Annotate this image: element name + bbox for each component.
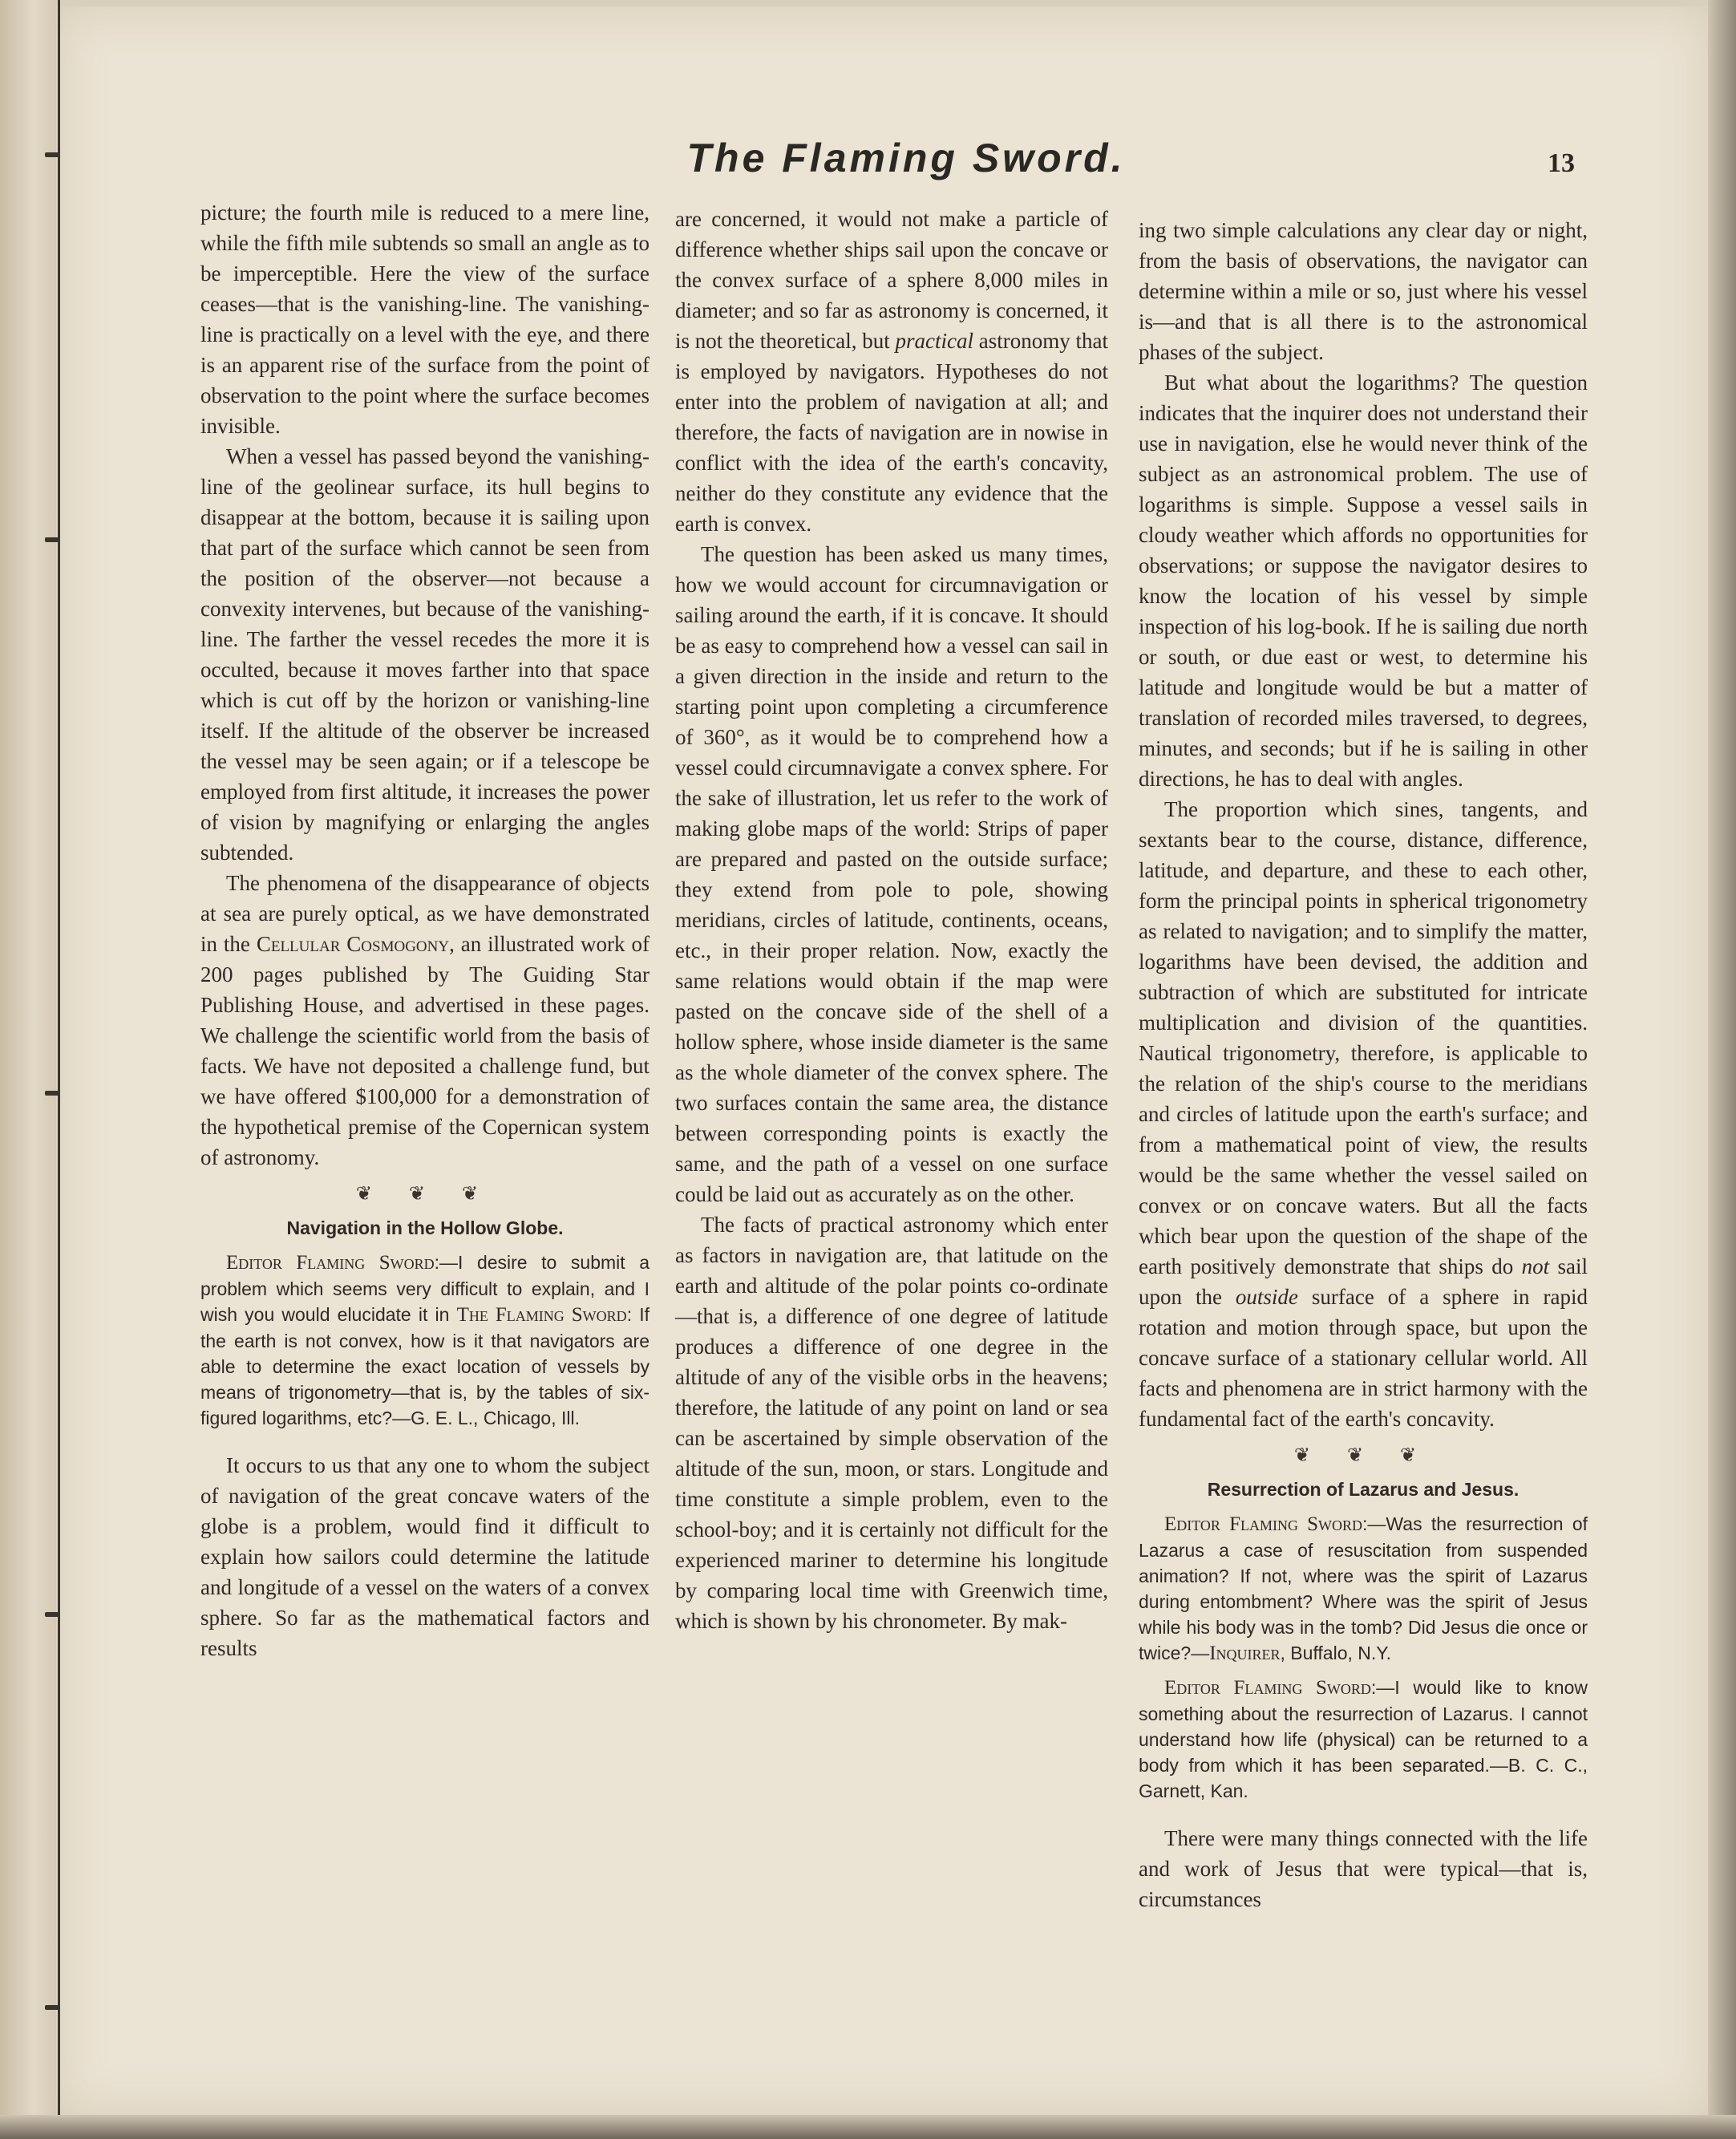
text-column-2 [675,204,1108,1636]
letter-salutation: Editor Flaming Sword [1164,1513,1363,1535]
paragraph [200,868,649,1173]
book-title: Cellular Cosmogony [256,932,450,956]
section-heading: Resurrection of Lazarus and Jesus. [1207,1479,1520,1500]
reader-letter [1139,1675,1588,1804]
text-column-1 [200,197,649,1663]
text-run: astronomy that is employed by navigators. Hypotheses do not enter into the problem of navigation at all; and therefore, the facts of navigation are in nowise in conflict with the idea of the earth's concavity, neither do they constitute any evidence that the earth is convex. [675,329,1108,536]
text-run: are concerned, it would not make a particle of difference whether ships sail upon the concave or the convex surface of a sphere 8,000 miles in diameter; and so far as astronomy is concerned, it is not the theoretical, but [675,207,1108,353]
page-edge-shadow [1708,0,1736,2139]
text-run: The proportion which sines, tangents, and sextants bear to the course, distance, difference, latitude, and departure, and these to each other, form the principal points in spherical trigonometry as related to navigation; and to simplify the matter, logarithms have been devised, the addition and subtraction of which are substituted for intricate multiplication and division of the quantities. Nautical trigonometry, therefore, is applicable to the relation of the ship's course to the meridians and circles of latitude upon the earth's surface; and from a mathematical point of view, the results would be the same whether the vessel sailed on convex or on concave waters. But all the facts which bear upon the question of the shape of the earth positively demonstrate that ships do [1139,797,1588,1278]
letter-salutation: Editor Flaming Sword [1164,1677,1371,1699]
binding-stitch [45,152,59,157]
emphasis: practical [895,329,973,353]
emphasis: outside [1235,1285,1298,1309]
reader-letter [1139,1511,1588,1667]
text-run: :—Was the resurrection of Lazarus a case of resuscitation from suspended animation? If not, where was the spirit of Lazarus during entombment? Where was the spirit of Jesus while his body was in the tomb? Did Jesus die once or twice?— [1139,1513,1588,1663]
page-bottom-shadow [0,2115,1736,2139]
emphasis: not [1521,1254,1550,1278]
publication-name: The Flaming Sword [456,1304,627,1326]
reader-letter [200,1250,649,1431]
paragraph: picture; the fourth mile is reduced to a mere line, while the fifth mile subtends so small an angle as to be imperceptible. Here the view of the surface ceases—that is the vanishing-line. The vanishing-line is practically on a level with the eye, and there is an apparent rise of the surface from the point of observation to the point where the surface becomes invisible. [200,201,649,438]
text-run: The phenomena of the disappearance of objects at sea are purely optical, as we have demonstrated in the [200,871,649,956]
letter-signature: Inquirer [1209,1643,1281,1664]
text-column-3 [1139,215,1588,1914]
section-heading: Navigation in the Hollow Globe. [286,1217,564,1238]
paragraph: ing two simple calculations any clear day or night, from the basis of observations, the navigator can determine within a mile or so, just where his vessel is—and that is all there is to the astronomical phases of the subject. [1139,218,1588,364]
binding-edge [58,0,60,2139]
paragraph: The facts of practical astronomy which enter as factors in navigation are, that latitude on the earth and altitude of the polar points co-ordinate—that is, a difference of one degree of latitude produces a difference of one degree in the altitude of any of the visible orbs in the heavens; therefore, the latitude of any point on land or sea can be ascertained by simple observation of the altitude of the sun, moon, or stars. Longitude and time constitute a simple problem, even to the school-boy; and it is certainly not difficult for the experienced mariner to determine his longitude by comparing local time with Greenwich time, which is shown by his chronometer. By mak- [675,1213,1108,1633]
paragraph: It occurs to us that any one to whom the subject of navigation of the great concave waters of the globe is a problem, would find it difficult to explain how sailors could determine the latitude and longitude of a vessel on the waters of a convex sphere. So far as the mathematical factors and results [200,1453,649,1660]
text-run: sail upon the [1139,1254,1588,1309]
paragraph: There were many things connected with the life and work of Jesus that were typical—that is, circumstances [1139,1826,1588,1911]
book-binding [0,0,56,2139]
binding-stitch [45,1612,59,1617]
text-run: : If the earth is not convex, how is it that navigators are able to determine the exact location of vessels by means of trigonometry—that is, by the tables of six-figured logarithms, etc?—G. E. L., Chicago, Ill. [200,1304,650,1428]
text-run: , an illustrated work of 200 pages published by The Guiding Star Publishing House, and advertised in these pages. We challenge the scientific world from the basis of facts. We have not deposited a challenge fund, but we have offered $100,000 for a demonstration of the hypothetical premise of the Copernican system of astronomy. [200,932,649,1169]
binding-stitch [45,537,59,542]
paragraph [1139,794,1588,1434]
text-run: , Buffalo, N.Y. [1280,1643,1392,1663]
text-run: surface of a sphere in rapid rotation and motion through space, but upon the concave surface of a stationary cellular world. All facts and phenomena are in strict harmony with the fundamental fact of the earth's concavity. [1139,1285,1588,1431]
paragraph: The question has been asked us many times, how we would account for circumnavigation or sailing around the earth, if it is concave. It should be as easy to comprehend how a vessel can sail in a given direction in the inside and return to the starting point upon completing a circumference of 360°, as it would be to comprehend how a vessel could circumnavigate a convex sphere. For the sake of illustration, let us refer to the work of making globe maps of the world: Strips of paper are prepared and pasted on the outside surface; they extend from pole to pole, showing meridians, circles of latitude, continents, oceans, etc., in their proper relation. Now, exactly the same relations would obtain if the map were pasted on the concave side of the shell of a hollow sphere, whose inside diameter is the same as the whole diameter of the convex sphere. The two surfaces contain the same area, the distance between corresponding points is exactly the same, and the path of a vessel on one surface could be laid out as accurately as on the other. [675,542,1108,1206]
binding-stitch [45,1091,59,1096]
paragraph: But what about the logarithms? The question indicates that the inquirer does not understand their use in navigation, else he would never think of the subject as an astronomical problem. The use of logarithms is simple. Suppose a vessel sails in cloudy weather which affords no opportunities for observations; or suppose the navigator desires to know the location of his vessel by simple inspection of his log-book. If he is sailing due north or south, or due east or west, to determine his latitude and longitude would be but a matter of translation of recorded miles traversed, to degrees, minutes, and seconds; but if he is sailing in other directions, he has to deal with angles. [1139,371,1588,791]
page-number: 13 [1548,148,1575,178]
section-ornament: ❦ ❦ ❦ [355,1184,495,1205]
section-ornament: ❦ ❦ ❦ [1293,1445,1433,1466]
binding-stitch [45,2005,59,2010]
paragraph [675,204,1108,539]
letter-salutation: Editor Flaming Sword [226,1252,435,1274]
paragraph: When a vessel has passed beyond the vanishing-line of the geolinear surface, its hull begins to disappear at the bottom, because it is sailing upon that part of the surface which cannot be seen from the position of the observer—not because a convexity intervenes, but because of the vanishing-line. The farther the vessel recedes the more it is occulted, because it moves farther into that space which is cut off by the horizon or vanishing-line itself. If the altitude of the observer be increased the vessel may be seen again; or if a telescope be employed from first altitude, it increases the power of vision by magnifying or enlarging the angles subtended. [200,444,649,865]
running-title: The Flaming Sword. [686,136,1126,180]
text-run: :—I desire to submit a problem which seems very difficult to explain, and I wish you would elucidate it in [200,1252,650,1325]
text-run: :—I would like to know something about the resurrection of Lazarus. I cannot understand how life (physical) can be returned to a body from which it has been separated.—B. C. C., Garnett, Kan. [1139,1677,1588,1801]
